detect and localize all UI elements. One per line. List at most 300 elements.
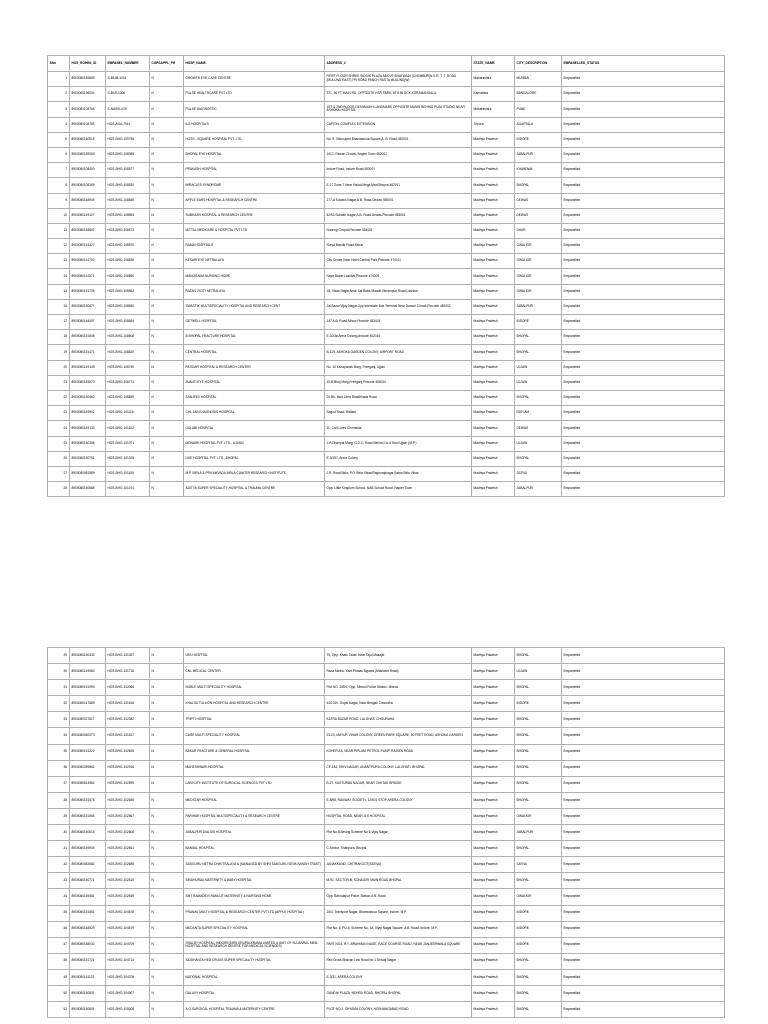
cell-empanel-number: HOS-BHO-102685 bbox=[106, 857, 150, 873]
cell-empanel-status: Empanelled bbox=[562, 284, 725, 299]
cell-sno: 17 bbox=[48, 315, 70, 330]
cell-address: 15-B Bhoj Marg,Freeganj,Pincode 456010 bbox=[325, 375, 472, 390]
cell-rohini-id: 8900080150677 bbox=[70, 299, 106, 314]
cell-empanel-status: Empanelled bbox=[562, 451, 725, 466]
cell-sno: 26 bbox=[48, 451, 70, 466]
cell-empanel-number: HOS-BHO-108654 bbox=[106, 315, 150, 330]
cell-hospital-name: PULSE HEALTHCARE PVT LTD bbox=[184, 87, 325, 102]
cell-cgps-appl: N bbox=[150, 436, 184, 451]
cell-hospital-name: MONARK HOSPITAL PVT. LTD., UJJAIN bbox=[184, 436, 325, 451]
cell-address: M-91, SECTOR-B, SONAGIRI MAIN ROAD BHOPAL bbox=[325, 873, 472, 889]
cell-hospital-name: PRANAV MULTI HOSPITAL & RESEARCH CENTER PVT LTD (APPLE HOSPITAL) bbox=[184, 905, 325, 921]
table-row bbox=[48, 436, 725, 451]
cell-address: Naya Bazar Lashkar,Pincode 474009 bbox=[325, 269, 472, 284]
cell-sno: 29 bbox=[48, 648, 70, 664]
cell-cgps-appl: N bbox=[150, 841, 184, 857]
cell-empanel-number: HOS-BHO-108749 bbox=[106, 360, 150, 375]
cell-cgps-appl: N bbox=[150, 985, 184, 1001]
cell-rohini-id: 8900080150158 bbox=[70, 436, 106, 451]
cell-state-name: Madhya Pradesh bbox=[472, 825, 515, 841]
cell-hospital-name: SANJEEV HOSPITAL bbox=[184, 390, 325, 405]
cell-empanel-status: Empanelled bbox=[562, 466, 725, 481]
cell-empanel-number: HOS-BHO-108849 bbox=[106, 390, 150, 405]
cell-empanel-status: Empanelled bbox=[562, 889, 725, 905]
table-row bbox=[48, 744, 725, 760]
cell-rohini-id: 8900080169351 bbox=[70, 889, 106, 905]
cell-rohini-id: 8900080151222 bbox=[70, 744, 106, 760]
cell-cgps-appl: N bbox=[150, 937, 184, 953]
cell-cgps-appl: N bbox=[150, 648, 184, 664]
table-row bbox=[48, 760, 725, 776]
cell-cgps-appl: N bbox=[150, 744, 184, 760]
cell-hospital-name: PARIHAR HOSPITAL MULTISPECIALITY & RESEARCH CENTRE bbox=[184, 808, 325, 824]
cell-cgps-appl: N bbox=[150, 808, 184, 824]
cell-state-name: Madhya Pradesh bbox=[472, 360, 515, 375]
cell-state-name: Maharashtra bbox=[472, 72, 515, 87]
cell-sno: 20 bbox=[48, 360, 70, 375]
table-row bbox=[48, 360, 725, 375]
cell-empanel-status: Empanelled bbox=[562, 728, 725, 744]
cell-state-name: Madhya Pradesh bbox=[472, 873, 515, 889]
cell-empanel-status: Empanelled bbox=[562, 969, 725, 985]
cell-city: UJJAIN bbox=[515, 664, 562, 680]
cell-city: INDORE bbox=[515, 696, 562, 712]
cell-rohini-id: 8900080159009 bbox=[70, 147, 106, 162]
cell-sno: 49 bbox=[48, 969, 70, 985]
cell-address: KOHEFIZA, NEAR PIPLANI PETROL PUMP, RAISEN ROAD bbox=[325, 744, 472, 760]
cell-cgps-appl: N bbox=[150, 857, 184, 873]
table-row bbox=[48, 825, 725, 841]
cell-empanel-status: Empanelled bbox=[562, 953, 725, 969]
cell-hospital-name: CHL JAIN DIAGNOSIS HOSPITAL bbox=[184, 406, 325, 421]
cell-rohini-id: 8900080814982 bbox=[70, 776, 106, 792]
cell-city: BHOPAL bbox=[515, 985, 562, 1001]
cell-cgps-appl: N bbox=[150, 330, 184, 345]
cell-cgps-appl: N bbox=[150, 345, 184, 360]
cell-address: Jai Bazar,Vijay Nagar,Opp.Interstate Bus Terminal Near Damoh Chowk,Pincode 482002 bbox=[325, 299, 472, 314]
cell-empanel-number: HOS-BHO-101071 bbox=[106, 436, 150, 451]
cell-empanel-status: Empanelled bbox=[562, 921, 725, 937]
cell-empanel-status: Empanelled bbox=[562, 208, 725, 223]
cell-address: B-125, ASHOKA GARDEN COLONY, AIRPORT ROAD bbox=[325, 345, 472, 360]
cell-empanel-status: Empanelled bbox=[562, 102, 725, 117]
cell-empanel-number: HOS-BHO-102016 bbox=[106, 760, 150, 776]
cell-hospital-name: NATIONAL HOSPITAL bbox=[184, 969, 325, 985]
table-row bbox=[48, 163, 725, 178]
table-row bbox=[48, 969, 725, 985]
cell-empanel-number: HOS-BHO-102635 bbox=[106, 744, 150, 760]
cell-state-name: Madhya Pradesh bbox=[472, 664, 515, 680]
cell-sno: 36 bbox=[48, 760, 70, 776]
cell-rohini-id: 8900080099862 bbox=[70, 760, 106, 776]
cell-sno: 47 bbox=[48, 937, 70, 953]
cell-cgps-appl: N bbox=[150, 712, 184, 728]
table-row bbox=[48, 873, 725, 889]
cell-rohini-id: 8900080082682 bbox=[70, 857, 106, 873]
cell-empanel-status: Empanelled bbox=[562, 345, 725, 360]
cell-rohini-id: 8900080149902 bbox=[70, 406, 106, 421]
cell-hospital-name: SADGURU NETRA CHIKITSALAYA & (MANAGED BY SHRI SADGURU SEVA SANGH TRAST) bbox=[184, 857, 325, 873]
cell-city: DEWAS bbox=[515, 208, 562, 223]
cell-address: B-27, KASTURBA NAGAR, NEAR CHETAK BRIDGE bbox=[325, 776, 472, 792]
cell-city: INDORE bbox=[515, 921, 562, 937]
table-row bbox=[48, 208, 725, 223]
cell-empanel-number: HOS-BHO-108620 bbox=[106, 345, 150, 360]
cell-empanel-status: Empanelled bbox=[562, 421, 725, 436]
cell-empanel-number: HOS-BHO-108560 bbox=[106, 269, 150, 284]
cell-empanel-number: HOS-BHO-102667 bbox=[106, 808, 150, 824]
cell-empanel-number: HOS-BHO-108562 bbox=[106, 284, 150, 299]
cell-state-name: Madhya Pradesh bbox=[472, 648, 515, 664]
cell-empanel-status: Empanelled bbox=[562, 193, 725, 208]
cell-cgps-appl: N bbox=[150, 466, 184, 481]
cell-address: E-3/23a Arera Colony,pincode 462016 bbox=[325, 330, 472, 345]
cell-address: E-3/157, Arera Colony bbox=[325, 451, 472, 466]
cell-address: 18, Vikas Nagar,Near Sai Baba Mandir,Vikrampuri Road,Lashkar bbox=[325, 284, 472, 299]
cell-empanel-status: Empanelled bbox=[562, 436, 725, 451]
cell-empanel-number: HOS-BHO-108085 bbox=[106, 147, 150, 162]
cell-sno: 50 bbox=[48, 985, 70, 1001]
cell-state-name: Madhya Pradesh bbox=[472, 841, 515, 857]
cell-cgps-appl: N bbox=[150, 825, 184, 841]
cell-empanel-number: S-MUM-1001 bbox=[106, 72, 150, 87]
cell-address: Plot NO. 285/1, Opp. Misrod Police Station, Misrod bbox=[325, 680, 472, 696]
cell-state-name: Madhya Pradesh bbox=[472, 482, 515, 497]
cell-city: BHOPAL bbox=[515, 1002, 562, 1018]
cell-hospital-name: GETWELL HOSPITAL bbox=[184, 315, 325, 330]
cell-state-name: Madhya Pradesh bbox=[472, 254, 515, 269]
cell-state-name: Madhya Pradesh bbox=[472, 937, 515, 953]
cell-hospital-name: ILS HOSPITALS bbox=[184, 117, 325, 132]
cell-empanel-number: HOS-BHO-108536 bbox=[106, 254, 150, 269]
cell-address: 20-Bb, Mod.Libra Bhadbhada Road bbox=[325, 390, 472, 405]
cell-hospital-name: BAKAR FRACTURE & GENERAL HOSPITAL bbox=[184, 744, 325, 760]
cell-sno: 12 bbox=[48, 239, 70, 254]
cell-empanel-status: Empanelled bbox=[562, 857, 725, 873]
cell-hospital-name: SMT RAMADEVI RAMLUT MATERNITY & NURSING HOME bbox=[184, 889, 325, 905]
cell-empanel-number: HOS-BHO-104708 bbox=[106, 969, 150, 985]
cell-empanel-status: Empanelled bbox=[562, 223, 725, 238]
cell-rohini-id: 8900080151123 bbox=[70, 969, 106, 985]
cell-hospital-name: MAHESHWARI HOSPITAL bbox=[184, 760, 325, 776]
cell-state-name: Madhya Pradesh bbox=[472, 436, 515, 451]
table-row bbox=[48, 375, 725, 390]
cell-state-name: Madhya Pradesh bbox=[472, 466, 515, 481]
cell-empanel-number: HOS-BHO-108573 bbox=[106, 223, 150, 238]
cell-empanel-number: HOS-BHO-104907 bbox=[106, 985, 150, 1001]
cell-hospital-name: AVANTI EYE HOSPITAL bbox=[184, 375, 325, 390]
cell-cgps-appl: N bbox=[150, 132, 184, 147]
cell-city: GWALIOR bbox=[515, 254, 562, 269]
cell-cgps-appl: N bbox=[150, 299, 184, 314]
cell-city: BANGALORE bbox=[515, 87, 562, 102]
table-row bbox=[48, 792, 725, 808]
cell-sno: 7 bbox=[48, 163, 70, 178]
column-header-state-name: STATE_NAME bbox=[472, 56, 515, 72]
cell-empanel-number: HOS-BHO-104679 bbox=[106, 921, 150, 937]
cell-empanel-status: Empanelled bbox=[562, 696, 725, 712]
cell-city: DHAR bbox=[515, 223, 562, 238]
cell-empanel-number: HOS-BHO-101162 bbox=[106, 421, 150, 436]
table-page-1 bbox=[47, 55, 725, 497]
cell-city: BHOPAL bbox=[515, 953, 562, 969]
cell-sno: 35 bbox=[48, 744, 70, 760]
cell-cgps-appl: N bbox=[150, 254, 184, 269]
cell-empanel-number: HOS-BHO-100798 bbox=[106, 132, 150, 147]
cell-empanel-status: Empanelled bbox=[562, 482, 725, 497]
cell-sno: 39 bbox=[48, 808, 70, 824]
cell-city: INDORE bbox=[515, 937, 562, 953]
cell-empanel-status: Empanelled bbox=[562, 841, 725, 857]
cell-sno: 1 bbox=[48, 72, 70, 87]
cell-hospital-name: KESARI EYE NETRALAYA bbox=[184, 254, 325, 269]
cell-empanel-status: Empanelled bbox=[562, 648, 725, 664]
cell-address: Sagod Road, Ratlam bbox=[325, 406, 472, 421]
cell-empanel-status: Empanelled bbox=[562, 664, 725, 680]
cell-rohini-id: 8900080151578 bbox=[70, 792, 106, 808]
cell-state-name: Madhya Pradesh bbox=[472, 193, 515, 208]
cell-empanel-number: HOS-BHO-108548 bbox=[106, 193, 150, 208]
cell-city: BHOPAL bbox=[515, 451, 562, 466]
table-row bbox=[48, 254, 725, 269]
column-header-address: ADDRESS_2 bbox=[325, 56, 472, 72]
cell-sno: 3 bbox=[48, 102, 70, 117]
cell-empanel-status: Empanelled bbox=[562, 147, 725, 162]
cell-city: SATNA bbox=[515, 857, 562, 873]
cell-hospital-name: SUBHASH HOSPITAL & RESEARCH CENTRE bbox=[184, 208, 325, 223]
cell-sno: 18 bbox=[48, 330, 70, 345]
cell-empanel-number: HOS-BHO-104709 bbox=[106, 937, 150, 953]
cell-empanel-number: HOS-BHO-108650 bbox=[106, 299, 150, 314]
cell-address: Nursing Chopat,Pincode 454001 bbox=[325, 223, 472, 238]
cell-state-name: Madhya Pradesh bbox=[472, 375, 515, 390]
table-row bbox=[48, 406, 725, 421]
column-header-empanel-number: EMPANEL_NUMBER bbox=[106, 56, 150, 72]
cell-state-name: Madhya Pradesh bbox=[472, 760, 515, 776]
cell-rohini-id: 8900080151608 bbox=[70, 330, 106, 345]
cell-state-name: Madhya Pradesh bbox=[472, 330, 515, 345]
cell-state-name: Madhya Pradesh bbox=[472, 178, 515, 193]
cell-cgps-appl: N bbox=[150, 792, 184, 808]
cell-hospital-name: LBS HOSPITAL bbox=[184, 648, 325, 664]
cell-empanel-status: Empanelled bbox=[562, 315, 725, 330]
cell-city: UJJAIN bbox=[515, 375, 562, 390]
cell-hospital-name: GULABI HOSPITAL bbox=[184, 421, 325, 436]
cell-sno: 15 bbox=[48, 284, 70, 299]
table-row bbox=[48, 147, 725, 162]
cell-empanel-number: HOS-BHO-101025 bbox=[106, 451, 150, 466]
cell-empanel-number: HOS-BHO-102599 bbox=[106, 776, 150, 792]
cell-state-name: Madhya Pradesh bbox=[472, 712, 515, 728]
cell-cgps-appl: N bbox=[150, 680, 184, 696]
cell-city: INDORE bbox=[515, 905, 562, 921]
cell-rohini-id: 8900080158032 bbox=[70, 937, 106, 953]
cell-empanel-status: Empanelled bbox=[562, 776, 725, 792]
table-row bbox=[48, 345, 725, 360]
cell-cgps-appl: N bbox=[150, 163, 184, 178]
cell-cgps-appl: N bbox=[150, 921, 184, 937]
cell-empanel-status: Empanelled bbox=[562, 744, 725, 760]
cell-sno: 30 bbox=[48, 664, 70, 680]
cell-state-name: Madhya Pradesh bbox=[472, 269, 515, 284]
cell-hospital-name: MEDANTA SUPER SPECIALITY HOSPITAL bbox=[184, 921, 325, 937]
cell-hospital-name: PATIDAR HOSPITAL & RESEARCH CENTER bbox=[184, 360, 325, 375]
cell-cgps-appl: N bbox=[150, 421, 184, 436]
cell-empanel-status: Empanelled bbox=[562, 792, 725, 808]
cell-state-name: Madhya Pradesh bbox=[472, 776, 515, 792]
table-row bbox=[48, 482, 725, 497]
cell-address: Plot No.8,Beving Scheme No 5,Vijay Nagar bbox=[325, 825, 472, 841]
cell-address: Opp. Little Kingdom School, NAB School Road, Napier Town bbox=[325, 482, 472, 497]
cell-rohini-id: 8900080159934 bbox=[70, 841, 106, 857]
table-header-row bbox=[48, 56, 725, 72]
cell-hospital-name: GROWTH EYE CARE CENTRE bbox=[184, 72, 325, 87]
cell-cgps-appl: N bbox=[150, 193, 184, 208]
table-row bbox=[48, 178, 725, 193]
cell-empanel-status: Empanelled bbox=[562, 825, 725, 841]
cell-address: 1412, Rewari Chowk, Napier Town 482001 bbox=[325, 147, 472, 162]
cell-address: PART NO4, R.T.-BRAHMAN NAGE, RACE COURSE ROAD, NEAR JANJEERWALA SQUARE bbox=[325, 937, 472, 953]
cell-sno: 23 bbox=[48, 406, 70, 421]
table-row bbox=[48, 330, 725, 345]
cell-address: C-Sector, Shahpura, Bhopal bbox=[325, 841, 472, 857]
cell-hospital-name: PRAKASH HOSPITAL bbox=[184, 163, 325, 178]
cell-rohini-id: 8900080151721 bbox=[70, 953, 106, 969]
cell-cgps-appl: N bbox=[150, 269, 184, 284]
table-row bbox=[48, 466, 725, 481]
cell-address: No. 9, Vishnupuri,Bhanwarkua Square,A. B. Road,452001 bbox=[325, 132, 472, 147]
cell-cgps-appl: N bbox=[150, 760, 184, 776]
cell-state-name: Madhya Pradesh bbox=[472, 792, 515, 808]
cell-rohini-id: 8900080151571 bbox=[70, 269, 106, 284]
column-header-empanel-status: EMPANELLED_STATUS bbox=[562, 56, 725, 72]
cell-address: 11, Civil Lines Chomekia bbox=[325, 421, 472, 436]
cell-empanel-number: HOS-BHO-102656 bbox=[106, 792, 150, 808]
cell-empanel-status: Empanelled bbox=[562, 873, 725, 889]
cell-cgps-appl: N bbox=[150, 360, 184, 375]
cell-city: MUMBAI bbox=[515, 72, 562, 87]
cell-address: 15/3, Transport Nagar, Bhanwarkua Square, Indore, M.P. bbox=[325, 905, 472, 921]
cell-cgps-appl: N bbox=[150, 390, 184, 405]
cell-empanel-status: Empanelled bbox=[562, 390, 725, 405]
table-row bbox=[48, 451, 725, 466]
cell-hospital-name: CARE MULTI SPECIALITY HOSPITAL bbox=[184, 728, 325, 744]
cell-empanel-status: Empanelled bbox=[562, 937, 725, 953]
cell-sno: 37 bbox=[48, 776, 70, 792]
table-row bbox=[48, 117, 725, 132]
cell-rohini-id: 8900080151851 bbox=[70, 905, 106, 921]
cell-state-name: Madhya Pradesh bbox=[472, 163, 515, 178]
cell-city: BHOPAL bbox=[515, 744, 562, 760]
cell-sno: 34 bbox=[48, 728, 70, 744]
cell-state-name: Tripura bbox=[472, 117, 515, 132]
cell-sno: 9 bbox=[48, 193, 70, 208]
cell-city: AGARTALA bbox=[515, 117, 562, 132]
cell-hospital-name: SIDDHANTA RED CROSS SUPER SPECIALITY HOSPITAL bbox=[184, 953, 325, 969]
cell-empanel-number: HOS-BHO-104714 bbox=[106, 953, 150, 969]
cell-empanel-status: Empanelled bbox=[562, 132, 725, 147]
cell-sno: 42 bbox=[48, 857, 70, 873]
cell-hospital-name: GALAXY HOSPITAL bbox=[184, 985, 325, 1001]
cell-empanel-number: HOS-BHO-105008 bbox=[106, 1002, 150, 1018]
cell-hospital-name: BHOPAL EYE HOSPITAL bbox=[184, 147, 325, 162]
cell-sno: 19 bbox=[48, 345, 70, 360]
table-row bbox=[48, 1002, 725, 1018]
cell-cgps-appl: N bbox=[150, 178, 184, 193]
cell-city: INDORE bbox=[515, 132, 562, 147]
cell-state-name: Madhya Pradesh bbox=[472, 132, 515, 147]
cell-cgps-appl: N bbox=[150, 776, 184, 792]
cell-cgps-appl: N bbox=[150, 72, 184, 87]
cell-city: BHOPAL bbox=[515, 760, 562, 776]
cell-rohini-id: 8900080150751 bbox=[70, 451, 106, 466]
cell-sno: 2 bbox=[48, 87, 70, 102]
cell-city: GWALIOR bbox=[515, 808, 562, 824]
cell-city: KHANDWA bbox=[515, 163, 562, 178]
cell-state-name: Madhya Pradesh bbox=[472, 284, 515, 299]
cell-state-name: Madhya Pradesh bbox=[472, 390, 515, 405]
cell-empanel-number: HOS-BHO-108608 bbox=[106, 330, 150, 345]
cell-rohini-id: 8900080151990 bbox=[70, 680, 106, 696]
cell-empanel-status: Empanelled bbox=[562, 72, 725, 87]
cell-cgps-appl: N bbox=[150, 696, 184, 712]
table-row bbox=[48, 921, 725, 937]
cell-rohini-id: 8900080151700 bbox=[70, 254, 106, 269]
cell-address: No. 10 Kshapanak Marg, Freeganj, Ujjain bbox=[325, 360, 472, 375]
cell-city: BHOPAL bbox=[515, 345, 562, 360]
cell-rohini-id: 8900080148802 bbox=[70, 223, 106, 238]
cell-rohini-id: 8900080149149 bbox=[70, 360, 106, 375]
table-row bbox=[48, 284, 725, 299]
cell-hospital-name: SHALBY HOSPITAL, INDORE(SHRI KRUPALKRAMA LIMITED A UNIT OF SUJANRAL MEM. HOSPITAL AND RESEARCH CENTRE FOR MEDICAL SCIENCES) bbox=[184, 937, 325, 953]
cell-rohini-id: 8900080150616 bbox=[70, 825, 106, 841]
cell-cgps-appl: N bbox=[150, 102, 184, 117]
cell-hospital-name: CNL MEDICAL CENTER bbox=[184, 664, 325, 680]
cell-empanel-number: HOS-BHO-101057 bbox=[106, 648, 150, 664]
cell-address: E-3/31, ARERA COLONY bbox=[325, 969, 472, 985]
cell-empanel-number: HOS-BHO-101518 bbox=[106, 696, 150, 712]
cell-cgps-appl: N bbox=[150, 664, 184, 680]
cell-state-name: Maharashtra bbox=[472, 102, 515, 117]
cell-hospital-name: HOSS - SQUARE HOSPITAL PVT. LTD. bbox=[184, 132, 325, 147]
cell-sno: 45 bbox=[48, 905, 70, 921]
cell-hospital-name: SINDHURAA MATERNITY & BABY HOSPITAL bbox=[184, 873, 325, 889]
cell-cgps-appl: N bbox=[150, 315, 184, 330]
cell-hospital-name: M.P. BIRLA & PRIYAMVADA BIRLA CANCER RESEARCH INSTITUTE bbox=[184, 466, 325, 481]
cell-state-name: Madhya Pradesh bbox=[472, 315, 515, 330]
cell-cgps-appl: N bbox=[150, 1002, 184, 1018]
cell-empanel-number: HOS-BHO-101716 bbox=[106, 664, 150, 680]
cell-city: BHOPAL bbox=[515, 728, 562, 744]
cell-cgps-appl: N bbox=[150, 873, 184, 889]
cell-empanel-number: HOS-BHO-101617 bbox=[106, 728, 150, 744]
cell-cgps-appl: N bbox=[150, 905, 184, 921]
cell-cgps-appl: N bbox=[150, 406, 184, 421]
table-row bbox=[48, 72, 725, 87]
cell-empanel-status: Empanelled bbox=[562, 254, 725, 269]
cell-city: GWALIOR bbox=[515, 269, 562, 284]
cell-rohini-id: 8900080060073 bbox=[70, 728, 106, 744]
cell-sno: 32 bbox=[48, 696, 70, 712]
cell-hospital-name: MITTAL MEDICARE & HOSPITAL PVT LTD bbox=[184, 223, 325, 238]
cell-empanel-number: HOS-BHO-108570 bbox=[106, 239, 150, 254]
cell-empanel-status: Empanelled bbox=[562, 239, 725, 254]
cell-city: BHOPAL bbox=[515, 969, 562, 985]
cell-empanel-number: HOS-BHO-102661 bbox=[106, 841, 150, 857]
cell-empanel-number: HOS-BHO-102639 bbox=[106, 889, 150, 905]
cell-cgps-appl: N bbox=[150, 147, 184, 162]
cell-cgps-appl: N bbox=[150, 239, 184, 254]
